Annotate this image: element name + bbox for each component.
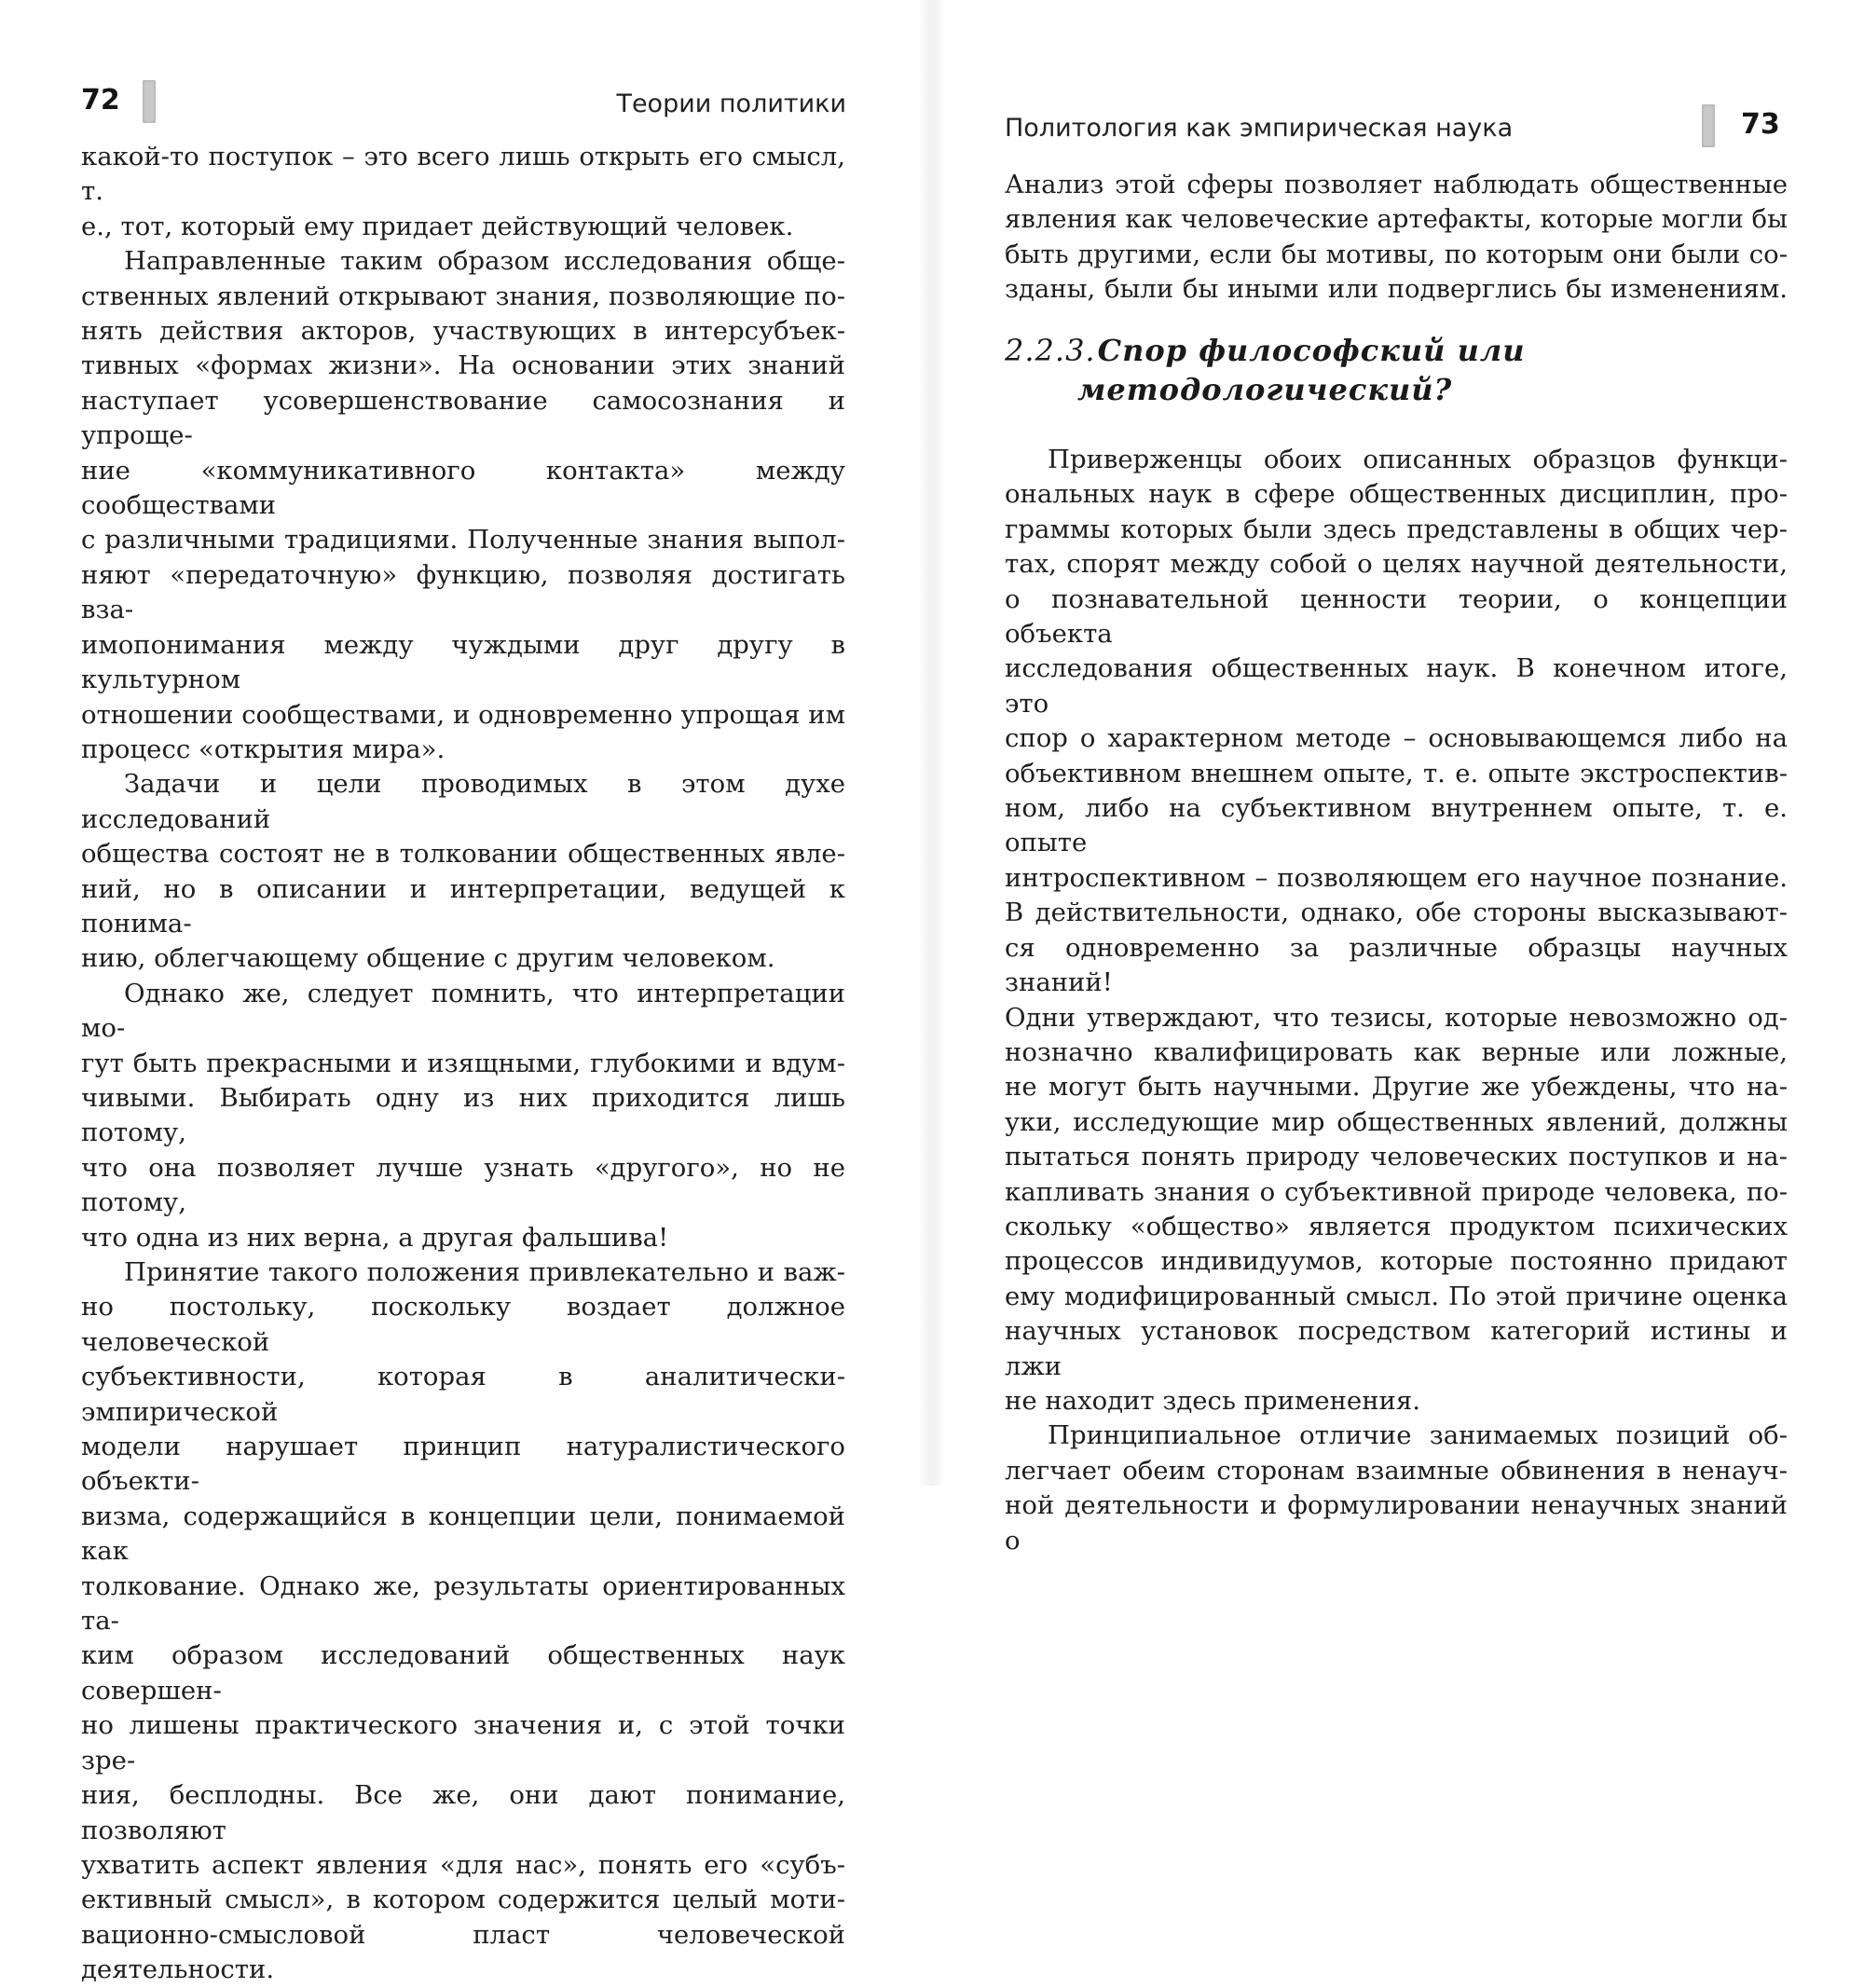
text-line: ном, либо на субъективном внутреннем опыте, т. е. опыте bbox=[1005, 793, 1788, 858]
text-line: Принятие такого положения привлекательно и важ- bbox=[124, 1257, 845, 1287]
text-line: что она позволяет лучше узнать «другого», но не потому, bbox=[81, 1152, 845, 1218]
text-line: чивыми. Выбирать одну из них приходится лишь потому, bbox=[81, 1082, 845, 1148]
text-line: граммы которых были здесь представлены в общих чер- bbox=[1005, 514, 1788, 544]
page-number-left: 72 bbox=[81, 84, 120, 117]
text-line: какой-то поступок – это всего лишь открыть его смысл, т. bbox=[81, 142, 845, 207]
text-line: о познавательной ценности теории, о концепции объекта bbox=[1005, 583, 1788, 650]
text-line: нию, облегчающему общение с другим человеком. bbox=[81, 943, 775, 974]
running-head-right: Политология как эмпирическая наука bbox=[1005, 114, 1514, 143]
page-number-right: 73 bbox=[1741, 108, 1780, 141]
text-line: но постольку, поскольку воздает должное человеческой bbox=[81, 1292, 845, 1357]
right-page-body bbox=[1005, 443, 1788, 1558]
text-line: ной деятельности и формулировании ненаучных знаний о bbox=[1005, 1490, 1788, 1556]
page-tab-marker-left bbox=[143, 80, 156, 123]
text-line: ким образом исследований общественных наук совершен- bbox=[81, 1640, 845, 1706]
text-line: исследования общественных наук. В конечном итоге, это bbox=[1005, 653, 1788, 719]
text-line: отношении сообществами, и одновременно упрощая им bbox=[81, 699, 845, 730]
text-line: ся одновременно за различные образцы научных знаний! bbox=[1005, 932, 1788, 998]
text-line: пытаться понять природу человеческих поступков и на- bbox=[1005, 1142, 1788, 1172]
text-line: процесс «открытия мира». bbox=[81, 734, 445, 764]
text-line: быть другими, если бы мотивы, по которым они были со- bbox=[1005, 239, 1788, 269]
text-line: капливать знания о субъективной природе человека, по- bbox=[1005, 1176, 1788, 1207]
text-line: гут быть прекрасными и изящными, глубокими и вдум- bbox=[81, 1048, 845, 1078]
text-line: интроспективном – позволяющем его научное познание. bbox=[1005, 862, 1788, 893]
text-line: объективном внешнем опыте, т. е. опыте экстроспектив- bbox=[1005, 758, 1788, 788]
left-page-body bbox=[81, 140, 845, 1988]
text-line: процессов индивидуумов, которые постоянно придают bbox=[1005, 1246, 1788, 1277]
text-line: тах, спорят между собой о целях научной деятельности, bbox=[1005, 549, 1788, 580]
text-line: не могут быть научными. Другие же убеждены, что на- bbox=[1005, 1072, 1788, 1103]
text-line: вационно-смысловой пласт человеческой деятельности. bbox=[81, 1919, 845, 1985]
right-page bbox=[932, 0, 1864, 1556]
text-line: наступает усовершенствование самосознания и упроще- bbox=[81, 385, 845, 451]
right-page-intro bbox=[1005, 168, 1788, 308]
text-line: субъективности, которая в аналитически-эмпирической bbox=[81, 1362, 845, 1427]
text-line: тивных «формах жизни». На основании этих знаний bbox=[81, 350, 845, 381]
text-line: нозначно квалифицировать как верные или ложные, bbox=[1005, 1036, 1788, 1067]
text-line: Анализ этой сферы позволяет наблюдать общественные bbox=[1005, 170, 1788, 199]
text-line: Одни утверждают, что тезисы, которые невозможно од- bbox=[1005, 1002, 1788, 1033]
section-title-line2: методологический? bbox=[1077, 372, 1453, 407]
text-line: Принципиальное отличие занимаемых позиций об- bbox=[1048, 1420, 1788, 1451]
text-line: спор о характерном методе – основывающемся либо на bbox=[1005, 723, 1788, 754]
text-line: с различными традициями. Полученные знания выпол- bbox=[81, 525, 845, 555]
text-line: Направленные таким образом исследования обще- bbox=[124, 246, 845, 277]
text-line: модели нарушает принцип натуралистического объекти- bbox=[81, 1432, 845, 1497]
left-page bbox=[0, 0, 932, 1985]
text-line: нять действия акторов, участвующих в интерсубъек- bbox=[81, 316, 845, 347]
text-line: е., тот, который ему придает действующий человек. bbox=[81, 211, 794, 241]
text-line: Приверженцы обоих описанных образцов функци- bbox=[1048, 445, 1788, 474]
text-line: не находит здесь применения. bbox=[1005, 1385, 1420, 1416]
text-line: научных установок посредством категорий истины и лжи bbox=[1005, 1316, 1788, 1381]
text-line: визма, содержащийся в концепции цели, понимаемой как bbox=[81, 1501, 845, 1567]
text-line: ональных наук в сфере общественных дисциплин, про- bbox=[1005, 479, 1788, 510]
section-heading bbox=[1005, 331, 1788, 409]
text-line: скольку «общество» является продуктом психических bbox=[1005, 1211, 1788, 1241]
text-line: что одна из них верна, а другая фальшива! bbox=[81, 1222, 669, 1253]
text-line: ния, бесплодны. Все же, они дают понимание, позволяют bbox=[81, 1780, 845, 1845]
text-line: ние «коммуникативного контакта» между сообществами bbox=[81, 455, 845, 521]
page-tab-marker-right bbox=[1702, 104, 1715, 147]
text-line: имопонимания между чуждыми друг другу в культурном bbox=[81, 629, 845, 695]
text-line: общества состоят не в толковании общественных явле- bbox=[81, 839, 845, 870]
text-line: ему модифицированный смысл. По этой причине оценка bbox=[1005, 1281, 1788, 1311]
text-line: зданы, были бы иными или подверглись бы изменениям. bbox=[1005, 274, 1788, 305]
text-line: Однако же, следует помнить, что интерпретации мо- bbox=[81, 978, 845, 1044]
text-line: явления как человеческие артефакты, которые могли бы bbox=[1005, 204, 1788, 235]
text-line: ний, но в описании и интерпретации, ведущей к понима- bbox=[81, 873, 845, 939]
text-line: Задачи и цели проводимых в этом духе исследований bbox=[81, 769, 845, 834]
text-line: уки, исследующие мир общественных явлений, должны bbox=[1005, 1106, 1788, 1137]
text-line: толкование. Однако же, результаты ориентированных та- bbox=[81, 1570, 845, 1637]
text-line: но лишены практического значения и, с этой точки зре- bbox=[81, 1710, 845, 1775]
text-line: ухватить аспект явления «для нас», понять его «субъ- bbox=[81, 1849, 845, 1880]
text-line: няют «передаточную» функцию, позволяя достигать вза- bbox=[81, 559, 845, 625]
section-number: 2.2.3. bbox=[1005, 333, 1096, 368]
text-line: ективный смысл», в котором содержится целый моти- bbox=[81, 1885, 845, 1915]
section-title-line1: Спор философский или bbox=[1097, 333, 1526, 368]
running-head-left: Теории политики bbox=[616, 89, 846, 118]
text-line: легчает обеим сторонам взаимные обвинения в ненауч- bbox=[1005, 1455, 1788, 1486]
text-line: ственных явлений открывают знания, позволяющие по- bbox=[81, 281, 845, 311]
text-line: В действительности, однако, обе стороны высказывают- bbox=[1005, 898, 1788, 928]
